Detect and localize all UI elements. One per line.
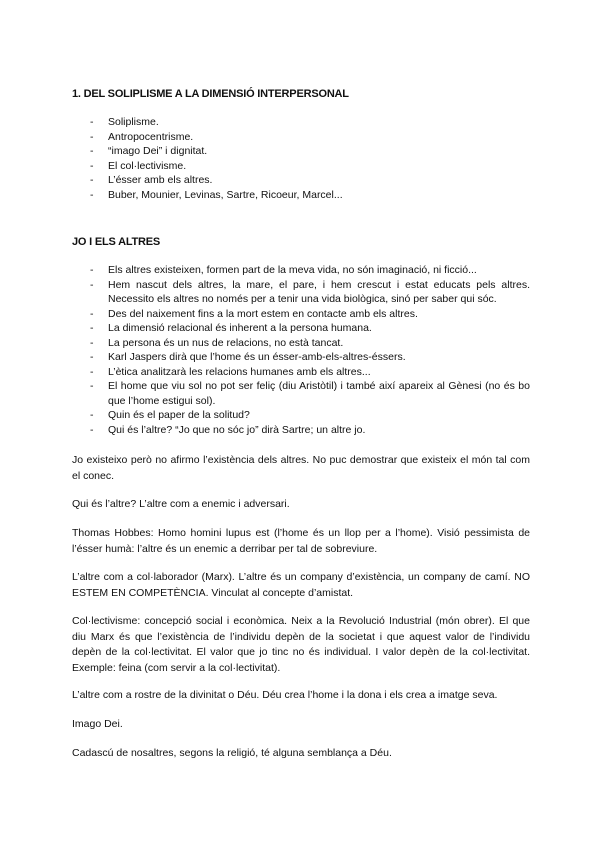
paragraph-resemblance: Cadascú de nosaltres, segons la religió, té alguna semblança a Déu. [72, 747, 392, 759]
list-item [72, 336, 530, 351]
paragraph-hobbes: Thomas Hobbes: Homo homini lupus est (l’home és un llop per a l’home). Visió pessimista de l’ésser humà: l’altre és un enemic a derribar per tal de sobreviure. [72, 527, 530, 555]
list-item-text: Karl Jaspers dirà que l’home és un ésser-amb-els-altres-éssers. [108, 351, 406, 363]
paragraph-collectivism: Col·lectivisme: concepció social i econòmica. Neix a la Revolució Industrial (món obrer). El que diu Marx és que l’existència de l’individu depèn de la societat i que aquest valor de l’individu depèn de la col·lectivitat. El valor que jo tinc no és individual. I valor depèn de la col·lectivitat. Exemple: feina (com servir a la col·lectivitat). [72, 615, 530, 674]
list-item [72, 350, 530, 365]
dash-bullet: - [90, 264, 94, 276]
list-item [72, 365, 530, 380]
section-2-title: JO I ELS ALTRES [72, 236, 161, 248]
dash-bullet: - [90, 145, 94, 157]
dash-bullet: - [90, 351, 94, 363]
list-item [72, 188, 530, 203]
dash-bullet: - [90, 322, 94, 334]
list-item-text: Hem nascut dels altres, la mare, el pare, i hem crescut i estat educats pels altres. Necessito els altres no només per a tenir una vida biològica, sinó per saber qui sóc. [108, 278, 530, 305]
list-item-text: “imago Dei” i dignitat. [108, 145, 208, 157]
list-item [72, 115, 530, 130]
dash-bullet: - [90, 116, 94, 128]
list-item [72, 321, 530, 336]
paragraph-existence: Jo existeixo però no afirmo l’existència dels altres. No puc demostrar que existeix el món tal com el conec. [72, 454, 530, 482]
list-item-text: El home que viu sol no pot ser feliç (diu Aristòtil) i també així apareix al Gènesi (no és bo que l’home estigui sol). [108, 380, 530, 407]
dash-bullet: - [90, 174, 94, 186]
dash-bullet: - [90, 278, 94, 291]
list-item-text: Antropocentrisme. [108, 130, 194, 143]
list-item [72, 423, 530, 438]
dash-bullet: - [90, 423, 94, 436]
paragraph-imago-dei: Imago Dei. [72, 718, 123, 730]
dash-bullet: - [90, 365, 94, 378]
dash-bullet: - [90, 380, 94, 392]
list-item-text: El col·lectivisme. [108, 159, 187, 172]
list-item-text: La dimensió relacional és inherent a la persona humana. [108, 322, 372, 334]
list-item [72, 263, 530, 278]
list-item [72, 307, 530, 322]
dash-bullet: - [90, 188, 94, 201]
section-2-list [72, 263, 530, 437]
list-item-text: Els altres existeixen, formen part de la meva vida, no són imaginació, ni ficció... [108, 264, 477, 276]
list-item [72, 144, 530, 159]
list-item [72, 379, 530, 408]
dash-bullet: - [90, 409, 94, 421]
list-item-text: Soliplisme. [108, 116, 159, 128]
list-item-text: La persona és un nus de relacions, no està tancat. [108, 336, 344, 349]
list-item [72, 173, 530, 188]
list-item-text: Buber, Mounier, Levinas, Sartre, Ricoeur, Marcel... [108, 188, 343, 201]
dash-bullet: - [90, 159, 94, 172]
paragraph-enemy: Qui és l’altre? L’altre com a enemic i adversari. [72, 498, 290, 510]
paragraph-divinity: L’altre com a rostre de la divinitat o Déu. Déu crea l’home i la dona i els crea a imatge seva. [72, 689, 498, 701]
dash-bullet: - [90, 336, 94, 349]
section-1-list [72, 115, 530, 202]
list-item-text: Des del naixement fins a la mort estem en contacte amb els altres. [108, 307, 418, 320]
list-item [72, 159, 530, 174]
list-item-text: Quin és el paper de la solitud? [108, 409, 250, 421]
dash-bullet: - [90, 130, 94, 143]
paragraph-collaborator: L’altre com a col·laborador (Marx). L’altre és un company d’existència, un company de camí. NO ESTEM EN COMPETÈNCIA. Vinculat al concepte d’amistat. [72, 571, 530, 599]
dash-bullet: - [90, 307, 94, 320]
list-item [72, 278, 530, 307]
list-item [72, 130, 530, 145]
list-item-text: Qui és l’altre? “Jo que no sóc jo” dirà Sartre; un altre jo. [108, 423, 366, 436]
list-item [72, 408, 530, 423]
list-item-text: L’ètica analitzarà les relacions humanes amb els altres... [108, 365, 371, 378]
list-item-text: L’ésser amb els altres. [108, 174, 213, 186]
section-1-title: 1. DEL SOLIPLISME A LA DIMENSIÓ INTERPERSONAL [72, 88, 349, 100]
